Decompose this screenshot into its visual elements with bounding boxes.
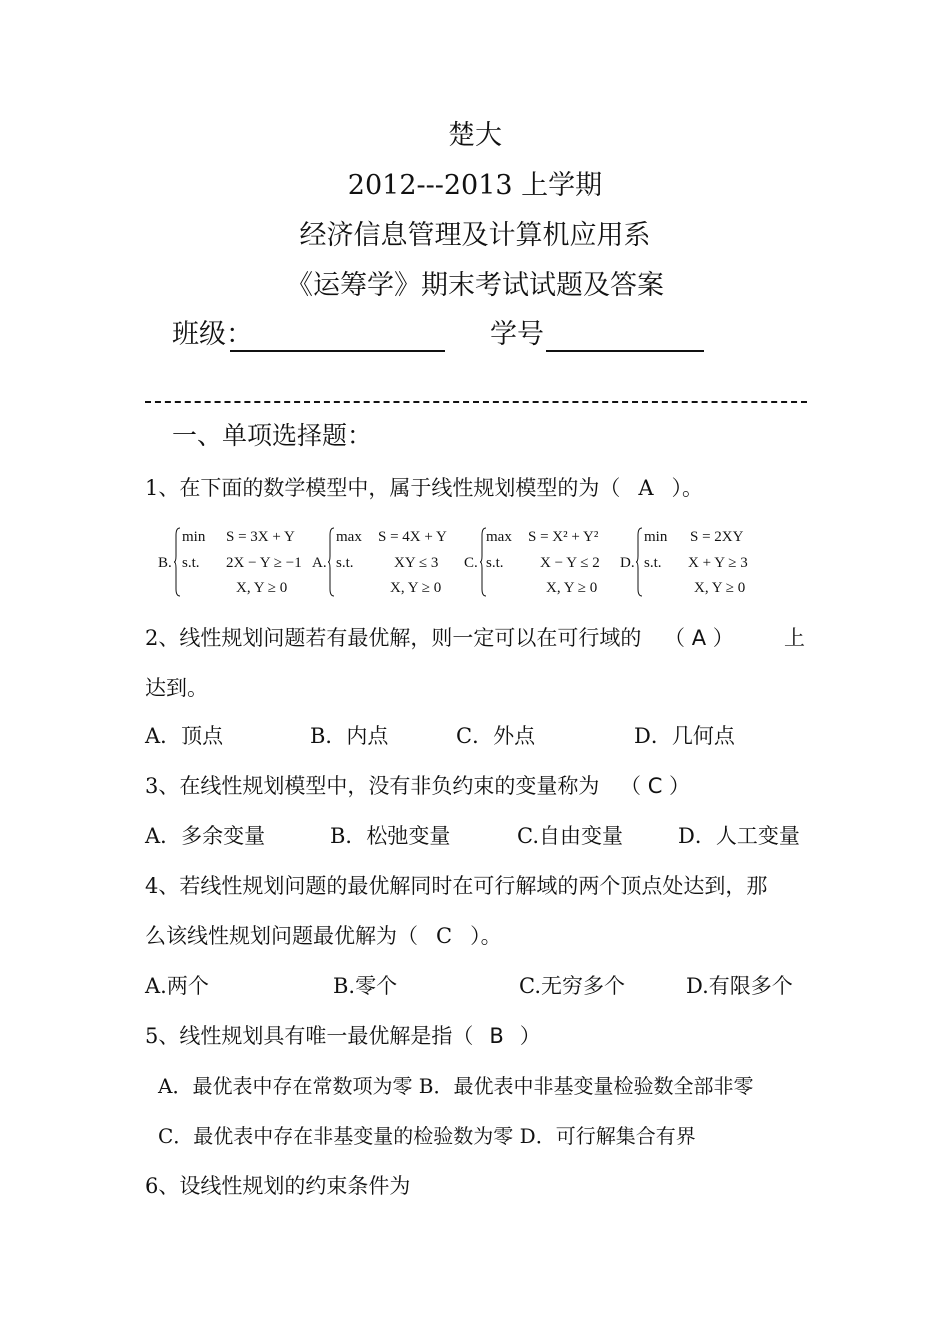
brace-icon [328, 527, 335, 597]
model-constraint: X + Y ≥ 3 [688, 555, 748, 571]
question-2 [145, 622, 807, 652]
question-3-answer: （ C ） [620, 774, 691, 798]
school-name: 楚大 [448, 120, 502, 151]
model-nonneg: X, Y ≥ 0 [236, 580, 288, 596]
dashed-divider [145, 401, 807, 403]
question-2-option-b: B．内点 [310, 724, 389, 748]
question-4-text-end: ）。 [470, 924, 502, 948]
brace-icon [636, 527, 643, 597]
question-1 [145, 472, 703, 502]
model-letter: C. [464, 555, 478, 571]
model-objective: S = X² + Y² [528, 529, 599, 545]
question-2-answer: （ A ） [664, 626, 734, 650]
model-objective-type: min [182, 529, 206, 545]
question-2-option-d: D．几何点 [634, 724, 735, 748]
student-id-blank [546, 350, 704, 352]
model-objective: S = 2XY [690, 529, 744, 545]
question-4-line-2 [145, 920, 502, 950]
model-letter: D. [620, 555, 635, 571]
model-st: s.t. [486, 555, 504, 571]
model-constraint: XY ≤ 3 [394, 555, 439, 571]
model-nonneg: X, Y ≥ 0 [546, 580, 598, 596]
section-title: 一、单项选择题： [172, 421, 373, 450]
model-nonneg: X, Y ≥ 0 [390, 580, 442, 596]
question-5-options-line-1: A．最优表中存在常数项为零 B．最优表中非基变量检验数全部非零 [158, 1074, 754, 1098]
question-3-option-c: C.自由变量 [517, 824, 623, 848]
question-2-option-a: A．顶点 [145, 724, 224, 748]
exam-title: 《运筹学》期末考试试题及答案 [286, 270, 664, 301]
question-4-option-c: C.无穷多个 [519, 974, 625, 998]
question-3-text: 3、在线性规划模型中，没有非负约束的变量称为 [145, 774, 600, 798]
model-constraint: 2X − Y ≥ −1 [226, 555, 302, 571]
question-2-line-2: 达到。 [145, 676, 208, 700]
question-1-text-end: ）。 [671, 476, 704, 500]
question-4: 4、若线性规划问题的最优解同时在可行解域的两个顶点处达到，那 [145, 874, 768, 898]
question-3-option-a: A．多余变量 [145, 824, 266, 848]
question-4-option-b: B.零个 [333, 974, 398, 998]
class-label: 班级： [172, 319, 253, 350]
model-st: s.t. [336, 555, 354, 571]
model-st: s.t. [644, 555, 662, 571]
question-5-options-line-2: C．最优表中存在非基变量的检验数为零 D．可行解集合有界 [158, 1124, 696, 1148]
question-4-option-d: D.有限多个 [686, 974, 793, 998]
question-3-option-d: D．人工变量 [678, 824, 800, 848]
question-5-text: 5、线性规划具有唯一最优解是指（ [145, 1024, 474, 1048]
department-name: 经济信息管理及计算机应用系 [299, 220, 651, 251]
question-3-option-b: B．松弛变量 [330, 824, 451, 848]
model-nonneg: X, Y ≥ 0 [694, 580, 746, 596]
question-2-option-c: C．外点 [456, 724, 536, 748]
brace-icon [174, 527, 181, 597]
question-2-text: 2、线性规划问题若有最优解，则一定可以在可行域的 [145, 626, 642, 650]
model-objective: S = 3X + Y [226, 529, 295, 545]
model-constraint: X − Y ≤ 2 [540, 555, 600, 571]
student-id-label: 学号 [490, 319, 544, 350]
model-option-c [464, 525, 629, 603]
model-objective-type: max [486, 529, 512, 545]
question-4-option-a: A.两个 [145, 974, 209, 998]
model-objective: S = 4X + Y [378, 529, 447, 545]
model-objective-type: min [644, 529, 668, 545]
question-4-text: 么该线性规划问题最优解为（ [145, 924, 418, 948]
question-5 [145, 1020, 541, 1050]
model-option-b [158, 525, 318, 603]
question-1-answer: A [638, 476, 654, 500]
question-6: 6、设线性规划的约束条件为 [145, 1174, 411, 1198]
question-3 [145, 770, 690, 800]
model-letter: B. [158, 555, 172, 571]
question-1-text: 1、在下面的数学模型中，属于线性规划模型的为（ [145, 476, 621, 500]
model-objective-type: max [336, 529, 362, 545]
question-4-answer: C [436, 924, 453, 948]
question-5-answer: B [489, 1024, 504, 1048]
model-letter: A. [312, 555, 327, 571]
question-5-text-end: ） [519, 1024, 541, 1048]
question-2-text-end: 上 [784, 626, 805, 650]
exam-term: 2012---2013 上学期 [347, 170, 603, 201]
model-option-d [620, 525, 780, 603]
model-st: s.t. [182, 555, 200, 571]
class-blank [230, 350, 445, 352]
model-option-a [312, 525, 472, 603]
